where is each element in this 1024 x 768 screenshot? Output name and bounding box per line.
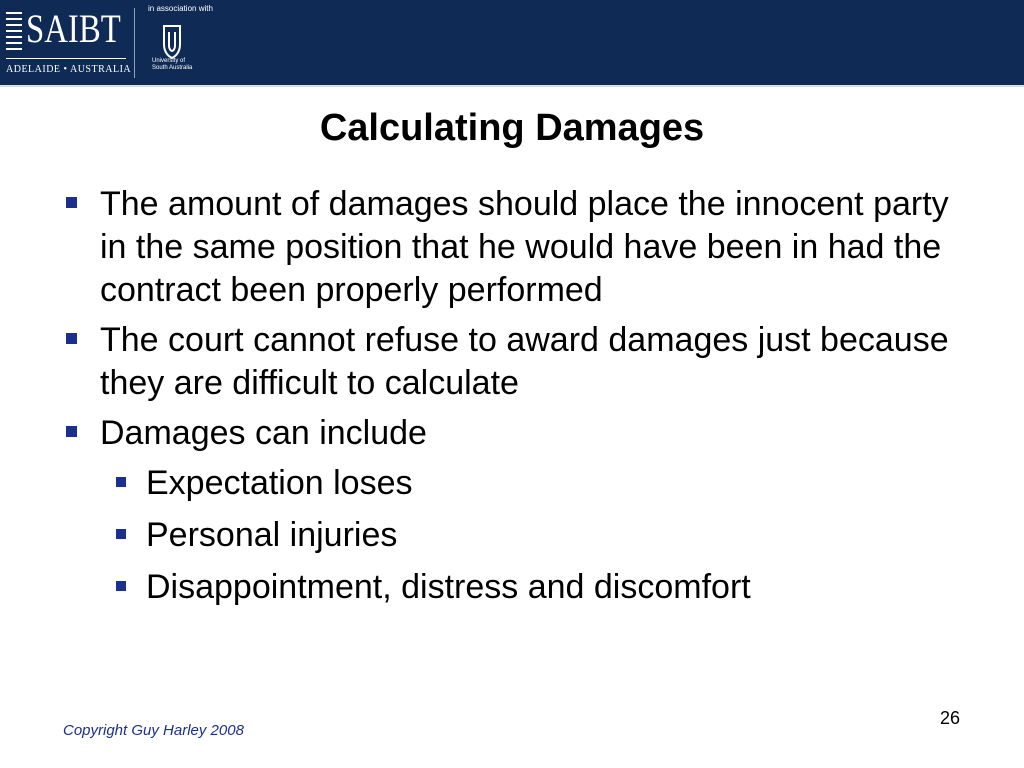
bullet-list: [60, 183, 960, 618]
bullet-square-icon: [66, 426, 77, 437]
bullet-item: [60, 412, 960, 455]
logo-wordmark: SAIBT: [26, 6, 121, 51]
slide-title: Calculating Damages: [319, 107, 705, 149]
university-name-line2: South Australia: [152, 65, 193, 71]
bullet-item: [60, 319, 960, 405]
bullet-square-icon: [66, 197, 77, 208]
bullet-text: Damages can include: [100, 414, 427, 452]
sub-bullet-square-icon: [116, 477, 126, 487]
sub-bullet-square-icon: [116, 581, 126, 591]
copyright-text: Copyright Guy Harley 2008: [63, 722, 244, 739]
page-number: 26: [940, 708, 961, 728]
bullet-text: The amount of damages should place the innocent party in the same position that he would have been in had the contract been properly performed: [100, 185, 949, 309]
association-text: in association with: [148, 4, 213, 13]
bullet-square-icon: [66, 333, 77, 344]
logo-stripes: [6, 12, 22, 54]
logo-rule: [6, 58, 126, 59]
sub-bullet-text: Disappointment, distress and discomfort: [146, 568, 751, 606]
university-name-line1: University of: [152, 58, 186, 64]
saibt-logo: [6, 6, 136, 80]
sub-bullet-text: Personal injuries: [146, 516, 398, 554]
bullet-item: [60, 183, 960, 312]
logo-location: ADELAIDE • AUSTRALIA: [6, 64, 132, 75]
header-banner: [0, 0, 1024, 87]
sub-bullet-square-icon: [116, 529, 126, 539]
banner-divider: [134, 8, 135, 78]
sub-bullet-item: [60, 462, 960, 505]
sub-bullet-item: [60, 566, 960, 609]
bullet-text: The court cannot refuse to award damages just because they are difficult to calculate: [100, 321, 949, 402]
sub-bullet-text: Expectation loses: [146, 464, 413, 502]
university-name: [152, 58, 196, 72]
sub-bullet-item: [60, 514, 960, 557]
